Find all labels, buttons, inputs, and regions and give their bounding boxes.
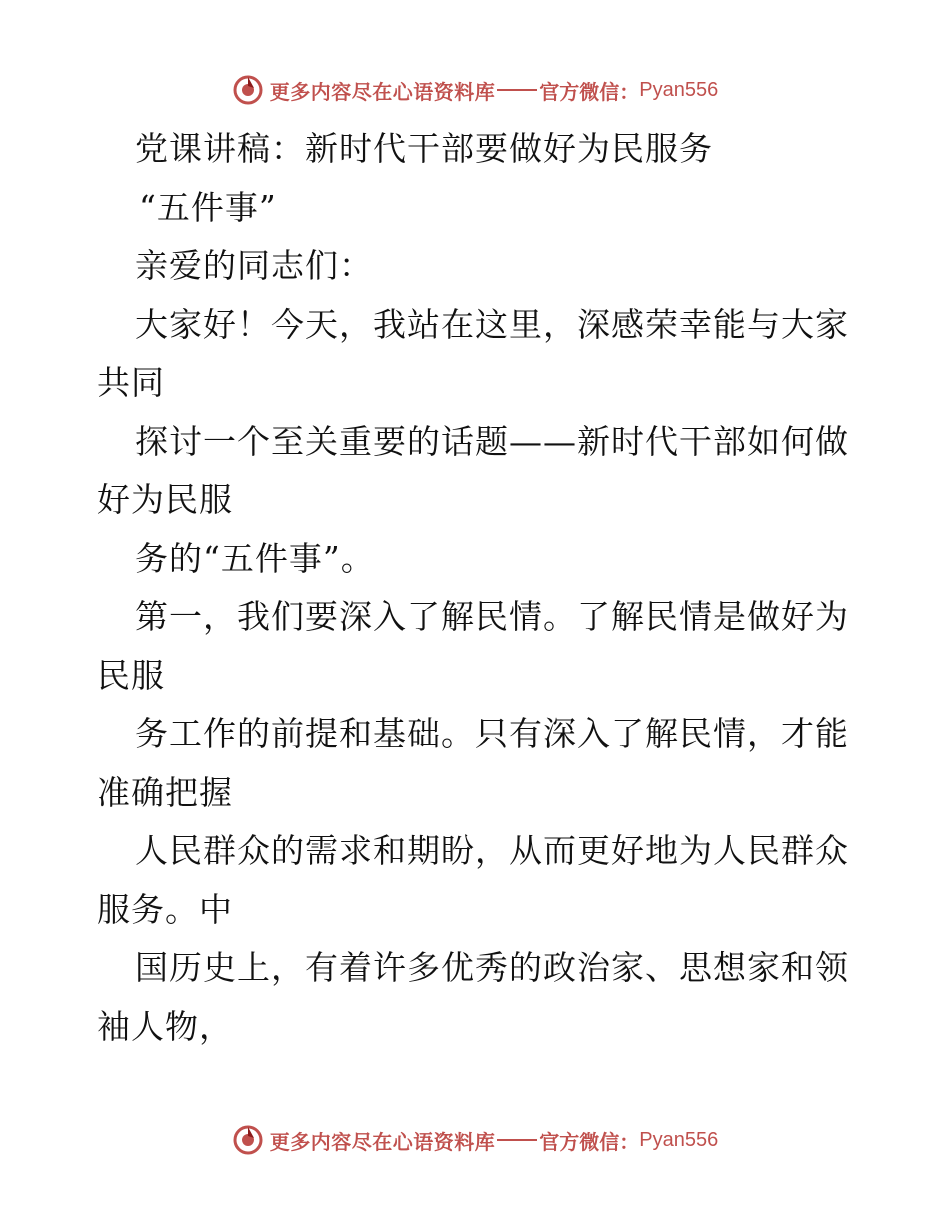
document-title-continued: “五件事”: [139, 187, 277, 227]
paragraph-line: 好为民服: [97, 480, 233, 519]
paragraph-line: 共同: [97, 363, 165, 402]
paragraph-line: 第一，我们要深入了解民情。了解民情是做好为: [135, 597, 849, 636]
watermark-label: 官方微信：: [539, 1129, 640, 1154]
logo-icon: [232, 74, 264, 106]
watermark-dash: [497, 1139, 537, 1141]
paragraph-line: 准确把握: [97, 772, 233, 812]
document-body: [97, 120, 857, 1056]
paragraph-line: 人民群众的需求和期盼，从而更好地为人民群众: [135, 831, 849, 870]
paragraph-line: 国历史上，有着许多优秀的政治家、思想家和领: [135, 948, 849, 987]
watermark-text: 更多内容尽在心语资料库: [269, 1129, 496, 1154]
header-watermark: [0, 70, 950, 110]
paragraph-line: 服务。中: [97, 889, 233, 929]
watermark-label: 官方微信：: [539, 79, 640, 104]
footer-watermark: [0, 1120, 950, 1160]
greeting: 亲爱的同志们：: [135, 246, 373, 285]
paragraph-line: 民服: [97, 655, 165, 695]
watermark-id: Pyan556: [639, 1128, 719, 1151]
paragraph-line: 探讨一个至关重要的话题——新时代干部如何做: [135, 421, 849, 461]
watermark-dash: [497, 89, 537, 91]
paragraph-line: 大家好！今天，我站在这里，深感荣幸能与大家: [135, 304, 849, 344]
paragraph-line: 务的“五件事”。: [135, 538, 375, 578]
document-title: 党课讲稿：新时代干部要做好为民服务: [135, 129, 713, 168]
watermark-text: 更多内容尽在心语资料库: [269, 79, 496, 104]
watermark-id: Pyan556: [639, 78, 719, 101]
paragraph-line: 袖人物，: [97, 1006, 233, 1046]
logo-icon: [232, 1124, 264, 1156]
paragraph-line: 务工作的前提和基础。只有深入了解民情，才能: [135, 714, 849, 753]
